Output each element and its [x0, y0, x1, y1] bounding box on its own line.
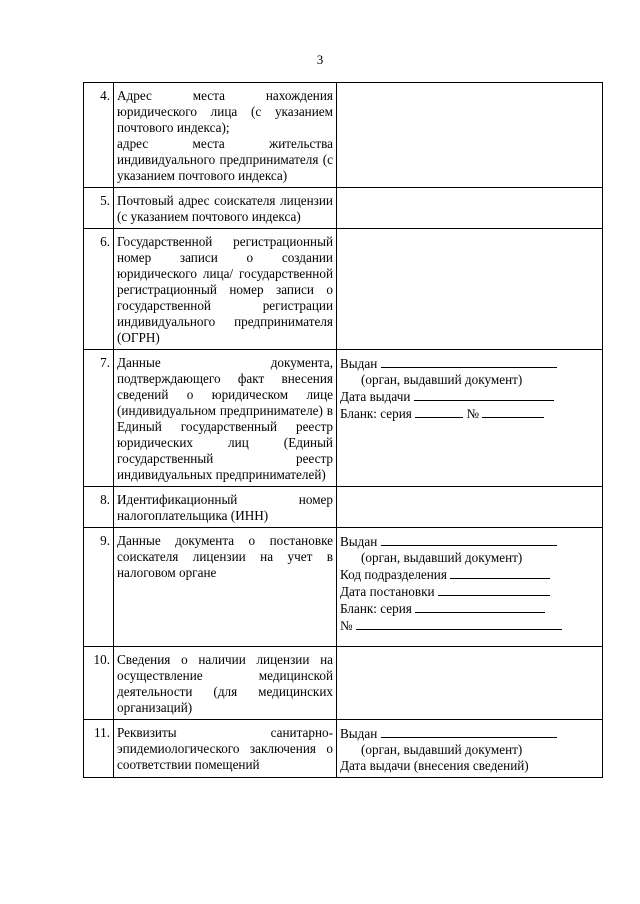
row-value-field [337, 528, 603, 647]
row-label: Данные документа о постановке соискателя лицензии на учет в налоговом органе [114, 528, 337, 647]
row-number: 8. [84, 487, 114, 528]
table-row [84, 188, 603, 229]
row-value-field[interactable] [337, 647, 603, 720]
issued-label: Выдан [340, 534, 378, 549]
row-number: 7. [84, 350, 114, 487]
issued-line [340, 355, 599, 372]
row-label-text: адрес места жительства индивидуального предпринимателя (с указанием почтового индекса) [117, 136, 333, 183]
row-label [114, 83, 337, 188]
issue-date-blank[interactable] [414, 388, 554, 401]
row-label: Сведения о наличии лицензии на осуществление медицинской деятельности (для медицинских организаций) [114, 647, 337, 720]
issued-line [340, 533, 599, 550]
table-row [84, 350, 603, 487]
table-row [84, 487, 603, 528]
row-number: 6. [84, 229, 114, 350]
issuer-note: (орган, выдавший документ) [361, 550, 523, 565]
registration-date-line [340, 583, 599, 600]
form-series-label: Бланк: серия [340, 601, 412, 616]
row-label: Государственной регистрационный номер записи о создании юридического лица/ государственной регистрационный номер записи о государственной регистрации индивидуального предпринимателя (ОГРН) [114, 229, 337, 350]
number-line [340, 617, 599, 634]
number-sign: № [466, 406, 480, 421]
form-series-line [340, 600, 599, 617]
division-code-label: Код подразделения [340, 567, 447, 582]
division-code-blank[interactable] [450, 566, 550, 579]
issue-date-full-label: Дата выдачи (внесения сведений) [340, 758, 529, 773]
number-blank[interactable] [356, 617, 562, 630]
row-number: 9. [84, 528, 114, 647]
row-value-field[interactable] [337, 229, 603, 350]
row-label: Идентификационный номер налогоплательщика (ИНН) [114, 487, 337, 528]
division-code-line [340, 566, 599, 583]
row-value-field[interactable] [337, 188, 603, 229]
row-value-field [337, 350, 603, 487]
row-number: 4. [84, 83, 114, 188]
issue-date-label: Дата выдачи [340, 389, 411, 404]
row-number: 10. [84, 647, 114, 720]
issued-label: Выдан [340, 356, 378, 371]
row-value-field [337, 720, 603, 778]
form-number-blank[interactable] [482, 405, 544, 418]
row-label: Реквизиты санитарно-эпидемиологического заключения о соответствии помещений [114, 720, 337, 778]
issuer-note: (орган, выдавший документ) [361, 742, 523, 757]
number-sign: № [340, 618, 353, 633]
row-label: Данные документа, подтверждающего факт внесения сведений о юридическом лице (индивидуальном предпринимателе) в Единый государственный реестр юридических лиц (Единый государственный реестр индивидуальных предпринимателей) [114, 350, 337, 487]
issuer-note: (орган, выдавший документ) [361, 372, 523, 387]
row-number: 5. [84, 188, 114, 229]
issued-label: Выдан [340, 726, 378, 741]
issued-line [340, 725, 599, 742]
registration-date-blank[interactable] [438, 583, 550, 596]
table-row [84, 720, 603, 778]
row-label: Почтовый адрес соискателя лицензии (с указанием почтового индекса) [114, 188, 337, 229]
row-number: 11. [84, 720, 114, 778]
application-form-table [83, 82, 603, 778]
form-series-blank[interactable] [415, 600, 545, 613]
table-row [84, 229, 603, 350]
table-row [84, 83, 603, 188]
issued-blank[interactable] [381, 533, 557, 546]
page-number: 3 [316, 52, 324, 67]
table-row [84, 528, 603, 647]
row-value-field[interactable] [337, 487, 603, 528]
registration-date-label: Дата постановки [340, 584, 435, 599]
form-series-blank[interactable] [415, 405, 463, 418]
row-label-text: Адрес места нахождения юридического лица (с указанием почтового индекса); [117, 88, 333, 135]
table-row [84, 647, 603, 720]
issued-blank[interactable] [381, 355, 557, 368]
form-series-label: Бланк: серия [340, 406, 412, 421]
issue-date-line [340, 388, 599, 405]
form-series-line [340, 405, 599, 422]
row-value-field[interactable] [337, 83, 603, 188]
issued-blank[interactable] [381, 725, 557, 738]
